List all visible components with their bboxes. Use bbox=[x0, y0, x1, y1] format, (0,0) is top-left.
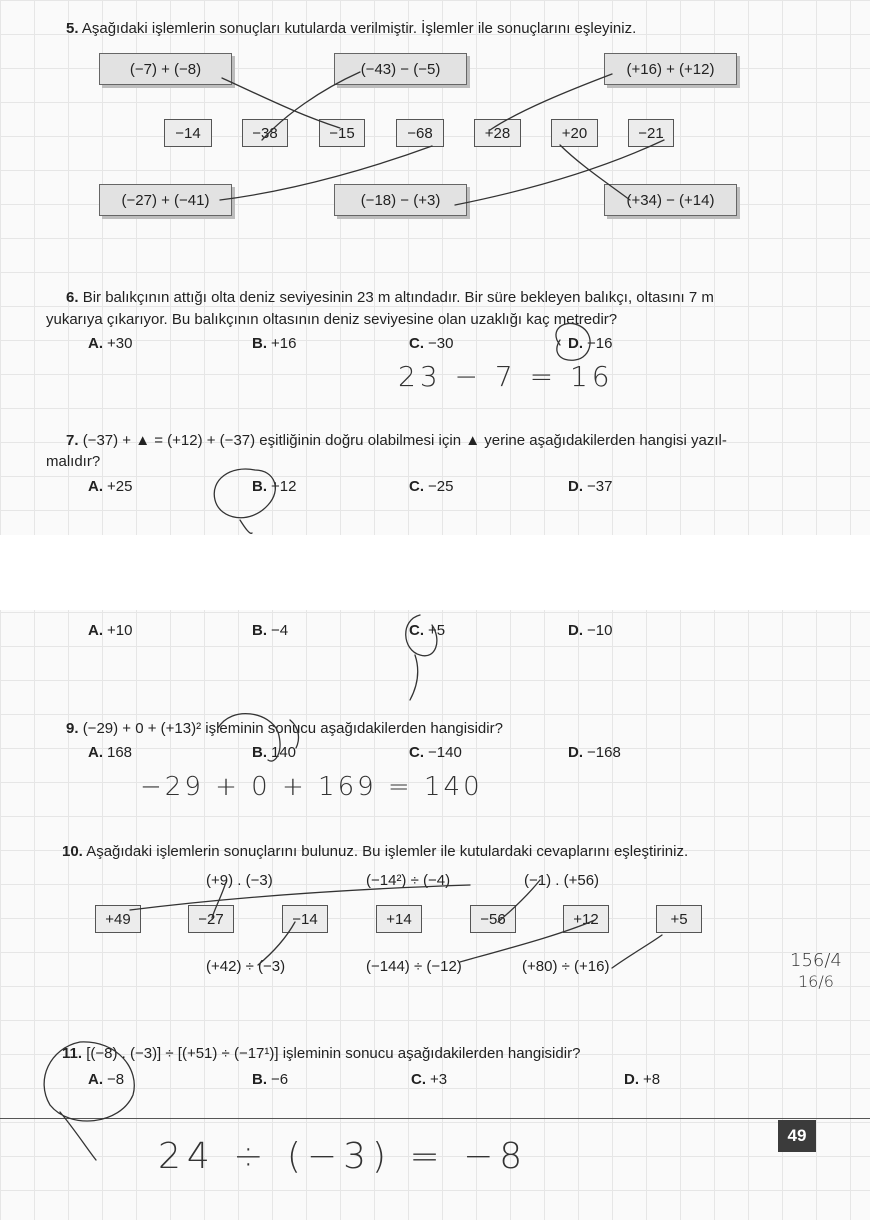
q10-match-line-6 bbox=[612, 935, 662, 968]
q6-text-line1: Bir balıkçının attığı olta deniz seviyesinin 23 m altındadır. Bir süre bekleyen balıkçı, oltasını 7 m bbox=[82, 289, 714, 306]
q5-expr-3[interactable]: (+16) + (+12) bbox=[604, 53, 737, 85]
q5-answer-5[interactable]: +28 bbox=[474, 119, 521, 147]
q8-option-c[interactable]: C. +5 bbox=[409, 622, 446, 639]
q7-stem-line2: malıdır? bbox=[46, 453, 101, 470]
q10-expr-top-3[interactable]: (−1) . (+56) bbox=[524, 872, 600, 889]
q10-answer-7[interactable]: +5 bbox=[656, 905, 702, 933]
q10-answer-3[interactable]: −14 bbox=[282, 905, 328, 933]
q9-number: 9. bbox=[66, 720, 79, 737]
q5-answer-7[interactable]: −21 bbox=[628, 119, 674, 147]
q5-text: Aşağıdaki işlemlerin sonuçları kutularda verilmiştir. İşlemler ile sonuçlarını eşleyiniz. bbox=[81, 20, 637, 37]
q9-option-c[interactable]: C. −140 bbox=[409, 744, 462, 761]
q11-number: 11. bbox=[62, 1045, 83, 1062]
q11-option-d[interactable]: D. +8 bbox=[624, 1071, 661, 1088]
q9-option-b[interactable]: B. 140 bbox=[252, 744, 297, 761]
q7-option-b[interactable]: B. +12 bbox=[252, 478, 297, 495]
q10-answer-2[interactable]: −27 bbox=[188, 905, 234, 933]
q11-option-b[interactable]: B. −6 bbox=[252, 1071, 289, 1088]
q5-expr-2[interactable]: (−43) − (−5) bbox=[334, 53, 467, 85]
q5-answer-6[interactable]: +20 bbox=[551, 119, 598, 147]
q10-stem bbox=[62, 843, 688, 861]
q7-option-d[interactable]: D. −37 bbox=[568, 478, 613, 495]
q5-number: 5. bbox=[66, 20, 79, 37]
q11-stem bbox=[62, 1045, 580, 1063]
q10-answer-6[interactable]: +12 bbox=[563, 905, 609, 933]
q5-answer-2[interactable]: −38 bbox=[242, 119, 288, 147]
q10-expr-bottom-3[interactable]: (+80) ÷ (+16) bbox=[522, 958, 610, 975]
masked-question-area bbox=[0, 535, 870, 610]
q10-expr-top-2[interactable]: (−14²) ÷ (−4) bbox=[366, 872, 451, 889]
q10-margin-note-2: 16/6 bbox=[798, 972, 834, 991]
q10-expr-top-1[interactable]: (+9) . (−3) bbox=[206, 872, 273, 889]
q10-number: 10. bbox=[62, 843, 83, 860]
q10-answer-5[interactable]: −56 bbox=[470, 905, 516, 933]
q5-answer-3[interactable]: −15 bbox=[319, 119, 365, 147]
q5-expr-4[interactable]: (−27) + (−41) bbox=[99, 184, 232, 216]
q6-stem-line1 bbox=[66, 289, 714, 307]
q10-text: Aşağıdaki işlemlerin sonuçlarını bulunuz. Bu işlemler ile kutulardaki cevaplarını eşleştiriniz. bbox=[86, 843, 689, 860]
q5-stem bbox=[66, 20, 636, 38]
page-number: 49 bbox=[778, 1120, 816, 1152]
q8-option-d[interactable]: D. −10 bbox=[568, 622, 613, 639]
q10-expr-bottom-1[interactable]: (+42) ÷ (−3) bbox=[206, 958, 286, 975]
q6-option-d[interactable]: D. −16 bbox=[568, 335, 613, 352]
q10-margin-note-1: 156/4 bbox=[790, 950, 842, 971]
q9-option-a[interactable]: A. 168 bbox=[88, 744, 133, 761]
q6-option-a[interactable]: A. +30 bbox=[88, 335, 133, 352]
q5-expr-6[interactable]: (+34) − (+14) bbox=[604, 184, 737, 216]
footer-rule bbox=[0, 1118, 870, 1119]
q9-stem bbox=[66, 720, 503, 738]
q11-text: [(−8) . (−3)] ÷ [(+51) ÷ (−17¹)] işleminin sonucu aşağıdakilerden hangisidir? bbox=[86, 1045, 581, 1062]
q7-option-c[interactable]: C. −25 bbox=[409, 478, 454, 495]
q6-handwriting: 23 − 7 = 16 bbox=[398, 360, 614, 393]
q6-option-b[interactable]: B. +16 bbox=[252, 335, 297, 352]
q10-answer-1[interactable]: +49 bbox=[95, 905, 141, 933]
q6-number: 6. bbox=[66, 289, 79, 306]
q8-option-a[interactable]: A. +10 bbox=[88, 622, 133, 639]
q10-expr-bottom-2[interactable]: (−144) ÷ (−12) bbox=[366, 958, 462, 975]
q11-option-c[interactable]: C. +3 bbox=[411, 1071, 448, 1088]
q5-expr-1[interactable]: (−7) + (−8) bbox=[99, 53, 232, 85]
q10-answer-4[interactable]: +14 bbox=[376, 905, 422, 933]
q9-handwriting: −29 + 0 + 169 = 140 bbox=[140, 772, 483, 802]
q11-option-a[interactable]: A. −8 bbox=[88, 1071, 125, 1088]
q5-expr-5[interactable]: (−18) − (+3) bbox=[334, 184, 467, 216]
q7-option-a[interactable]: A. +25 bbox=[88, 478, 133, 495]
q9-text: (−29) + 0 + (+13)² işleminin sonucu aşağıdakilerden hangisidir? bbox=[82, 720, 503, 737]
q5-answer-1[interactable]: −14 bbox=[164, 119, 212, 147]
q7-text-line1: (−37) + ▲ = (+12) + (−37) eşitliğinin doğru olabilmesi için ▲ yerine aşağıdakilerden hangisi yazıl- bbox=[82, 432, 727, 449]
q6-option-c[interactable]: C. −30 bbox=[409, 335, 454, 352]
q7-number: 7. bbox=[66, 432, 79, 449]
q6-stem-line2: yukarıya çıkarıyor. Bu balıkçının oltasının deniz seviyesine olan uzaklığı kaç metredir? bbox=[46, 311, 618, 328]
q5-answer-4[interactable]: −68 bbox=[396, 119, 444, 147]
q8-option-b[interactable]: B. −4 bbox=[252, 622, 289, 639]
q7-stem-line1 bbox=[66, 432, 727, 450]
q11-handwriting: 24 ÷ (−3) = −8 bbox=[158, 1136, 529, 1177]
q9-option-d[interactable]: D. −168 bbox=[568, 744, 621, 761]
